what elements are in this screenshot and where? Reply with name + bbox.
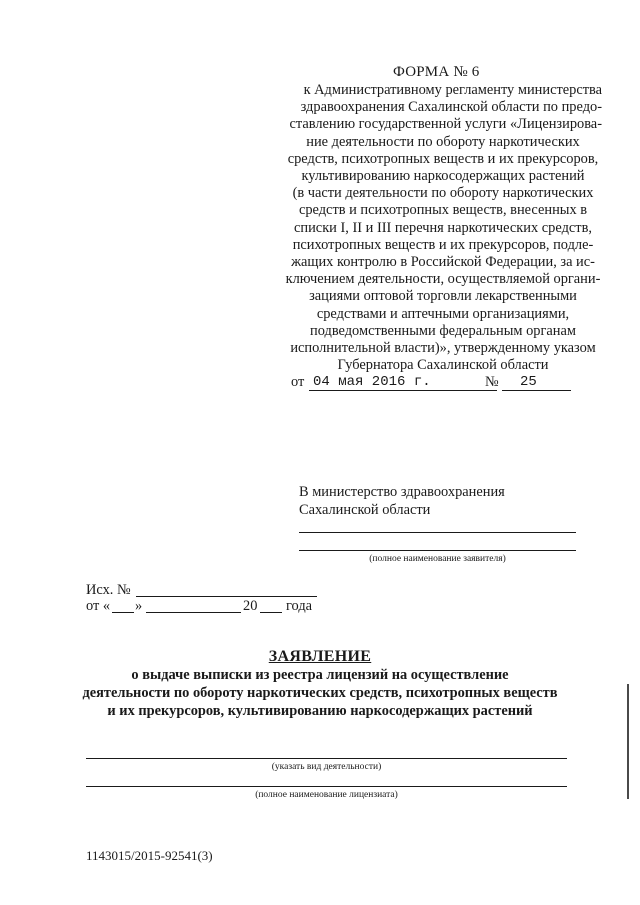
number-label: №: [485, 374, 499, 390]
applicant-caption: (полное наименование заявителя): [369, 554, 506, 564]
statement-subtitle-line: о выдаче выписки из реестра лицензий на осуществление: [131, 667, 509, 683]
applicant-name-line-2[interactable]: [299, 550, 576, 551]
header-line: ставлению государственной услуги «Лицензирова-: [289, 116, 602, 133]
header-line: средств, психотропных веществ и их прекурсоров,: [287, 150, 599, 167]
header-line: к Административному регламенту министерства: [303, 82, 602, 98]
header-line: культивированию наркосодержащих растений: [301, 168, 585, 185]
statement-subtitle-line: и их прекурсоров, культивированию наркосодержащих растений: [107, 703, 533, 719]
header-line: средств и психотропных веществ, внесенных в: [298, 202, 588, 219]
header-line: исполнительной власти)», утвержденному указом: [290, 340, 596, 357]
decree-number: 25: [502, 374, 571, 391]
addressee-line-1: В министерство здравоохранения: [299, 484, 505, 500]
decree-date-row: [291, 374, 621, 394]
addressee: [299, 483, 505, 519]
outgoing-year-prefix: 20: [243, 598, 258, 614]
outgoing-date-mid: »: [135, 598, 143, 614]
form-title: ФОРМА № 6: [393, 64, 480, 80]
outgoing-ref-field[interactable]: [136, 596, 317, 597]
header-line: Губернатора Сахалинской области: [337, 357, 549, 374]
header-line: подведомственными федеральным органам: [310, 322, 576, 339]
scan-edge-mark: [627, 684, 629, 799]
header-line: ключением деятельности, осуществляемой органи-: [285, 271, 601, 288]
outgoing-year-field[interactable]: [260, 612, 282, 613]
statement-subtitle-line: деятельности по обороту наркотических средств, психотропных веществ: [82, 685, 558, 701]
activity-caption: (указать вид деятельности): [271, 762, 382, 772]
header-line: жащих контролю в Российской Федерации, за ис-: [291, 254, 595, 271]
licensee-caption: (полное наименование лицензиата): [255, 790, 398, 800]
header-line: средствами и аптечными организациями,: [316, 305, 570, 322]
regulation-reference: [284, 82, 602, 374]
document-code: 1143015/2015-92541(3): [86, 848, 213, 863]
header-line: зациями оптовой торговли лекарственными: [309, 288, 577, 305]
header-line: психотропных веществ и их прекурсоров, подле-: [292, 236, 594, 253]
activity-type-field[interactable]: [86, 758, 567, 759]
header-line: (в части деятельности по обороту наркотических: [292, 185, 594, 202]
outgoing-date-prefix: от «: [86, 598, 111, 614]
statement-title: ЗАЯВЛЕНИЕ: [268, 648, 372, 665]
header-line: здравоохранения Сахалинской области по предо-: [300, 99, 602, 116]
licensee-name-field[interactable]: [86, 786, 567, 787]
decree-date: 04 мая 2016 г.: [309, 374, 497, 391]
outgoing-year-suffix: года: [286, 598, 313, 614]
header-line: ние деятельности по обороту наркотических: [306, 133, 580, 150]
statement-subtitle: [40, 666, 600, 720]
applicant-name-line-1[interactable]: [299, 532, 576, 533]
date-prefix: от: [291, 374, 305, 390]
outgoing-month-field[interactable]: [146, 612, 241, 613]
addressee-line-2: Сахалинской области: [299, 502, 431, 518]
outgoing-ref-label: Исх. №: [86, 582, 131, 598]
outgoing-day-field[interactable]: [112, 612, 134, 613]
header-line: списки I, II и III перечня наркотических средств,: [294, 219, 592, 236]
